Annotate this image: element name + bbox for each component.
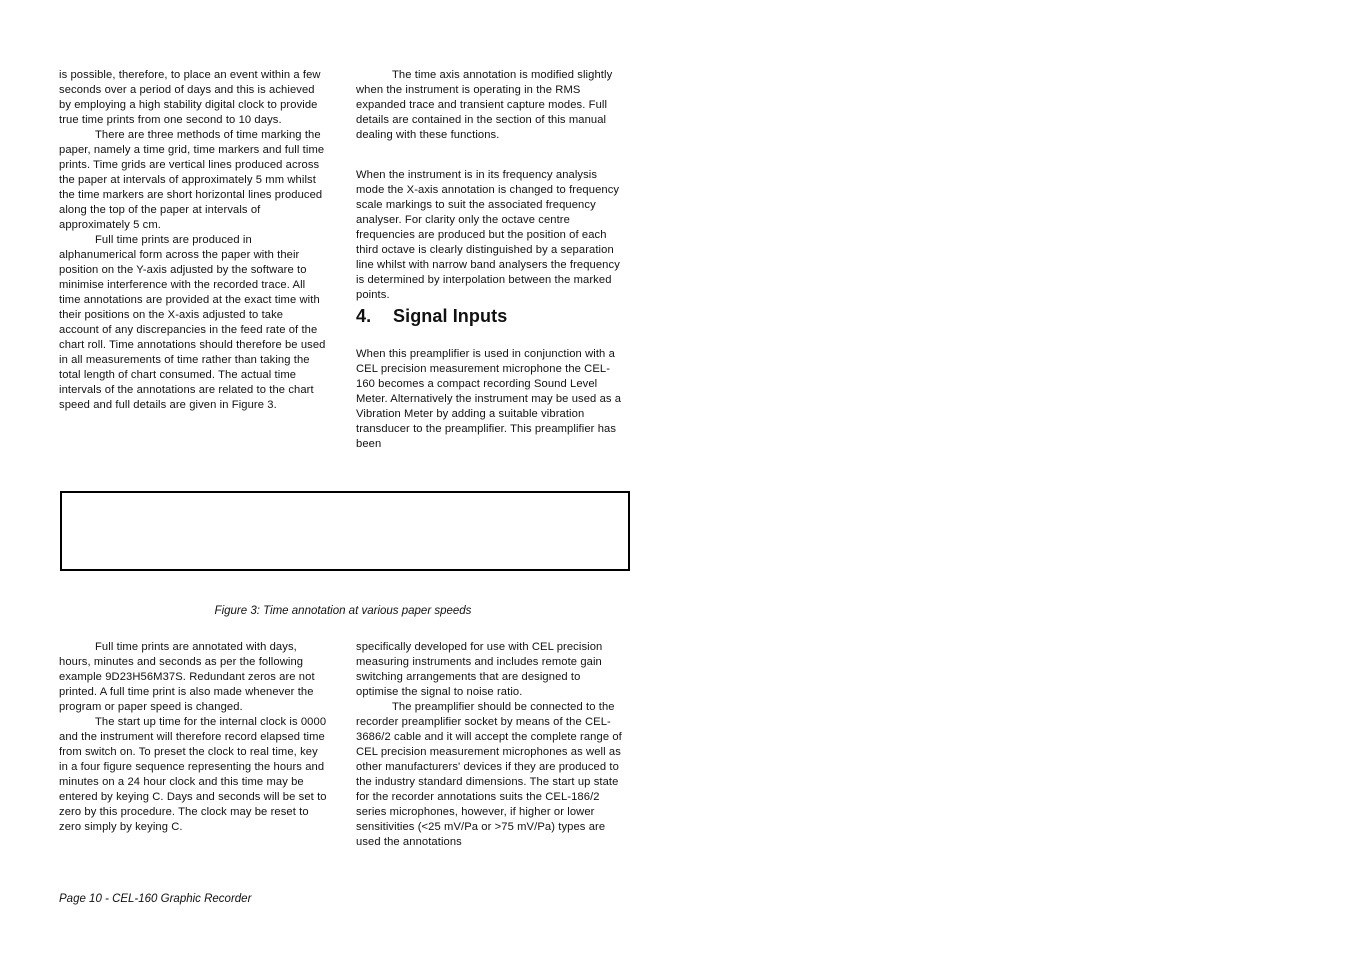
figure-3-frame [60, 491, 630, 571]
paragraph-gap [356, 143, 624, 168]
paragraph: Full time prints are annotated with days, hours, minutes and seconds as per the following example 9D23H56M37S. Redundant zeros are not printed. A full time print is also made whenever the program or paper speed is changed. [59, 641, 315, 713]
section-heading [356, 305, 624, 327]
paragraph: The preamplifier should be connected to the recorder preamplifier socket by means of the CEL-3686/2 cable and it will accept the complete range of CEL precision measurement microphones as well as other manufacturers' devices if they are produced to the industry standard dimensions. The start up state for the recorder annotations suits the CEL-186/2 series microphones, however, if higher or lower sensitivities (<25 mV/Pa or >75 mV/Pa) types are used the annotations [356, 701, 622, 848]
paragraph: There are three methods of time marking the paper, namely a time grid, time markers and full time prints. Time grids are vertical lines produced across the paper at intervals of approximately 5 mm whilst the time markers are short horizontal lines produced along the top of the paper at intervals of approximately 5 cm. [59, 129, 325, 231]
section-title: Signal Inputs [393, 306, 508, 326]
paragraph: specifically developed for use with CEL precision measuring instruments and includes remote gain switching arrangements that are designed to optimise the signal to noise ratio. [356, 641, 603, 698]
bottom-left-column [59, 640, 327, 835]
paragraph: The start up time for the internal clock is 0000 and the instrument will therefore record elapsed time from switch on. To preset the clock to real time, key in a four figure sequence representing the hours and minutes on a 24 hour clock and this time may be entered by keying C. Days and seconds will be set to zero by this procedure. The clock may be reset to zero simply by keying C. [59, 716, 327, 833]
page-footer: Page 10 - CEL-160 Graphic Recorder [59, 893, 252, 905]
paragraph: When the instrument is in its frequency analysis mode the X-axis annotation is changed to frequency scale markings to suit the associated frequency analyser. For clarity only the octave centre frequencies are produced but the position of each third octave is clearly distinguished by a separation line whilst with narrow band analysers the frequency is determined by interpolation between the marked points. [356, 169, 620, 301]
bottom-right-column [356, 640, 624, 850]
paragraph: The time axis annotation is modified slightly when the instrument is operating in the RMS expanded trace and transient capture modes. Full details are contained in the section of this manual dealing with these functions. [356, 69, 613, 141]
top-right-column [356, 68, 624, 452]
paragraph: Full time prints are produced in alphanumerical form across the paper with their position on the Y-axis adjusted by the software to minimise interference with the recorded trace. All time annotations are provided at the exact time with their positions on the X-axis adjusted to take account of any discrepancies in the feed rate of the chart roll. Time annotations should therefore be used in all measurements of time rather than taking the total length of chart consumed. The actual time intervals of the annotations are related to the chart speed and full details are given in Figure 3. [59, 234, 326, 411]
paragraph: is possible, therefore, to place an event within a few seconds over a period of days and this is achieved by employing a high stability digital clock to provide true time prints from one second to 10 days. [59, 69, 321, 126]
figure-caption: Figure 3: Time annotation at various paper speeds [214, 605, 472, 617]
top-left-column [59, 68, 326, 413]
section-number: 4. [356, 306, 372, 326]
paragraph: When this preamplifier is used in conjunction with a CEL precision measurement microphone the CEL-160 becomes a compact recording Sound Level Meter. Alternatively the instrument may be used as a Vibration Meter by adding a suitable vibration transducer to the preamplifier. This preamplifier has been [356, 348, 622, 450]
heading-gap [356, 327, 624, 347]
